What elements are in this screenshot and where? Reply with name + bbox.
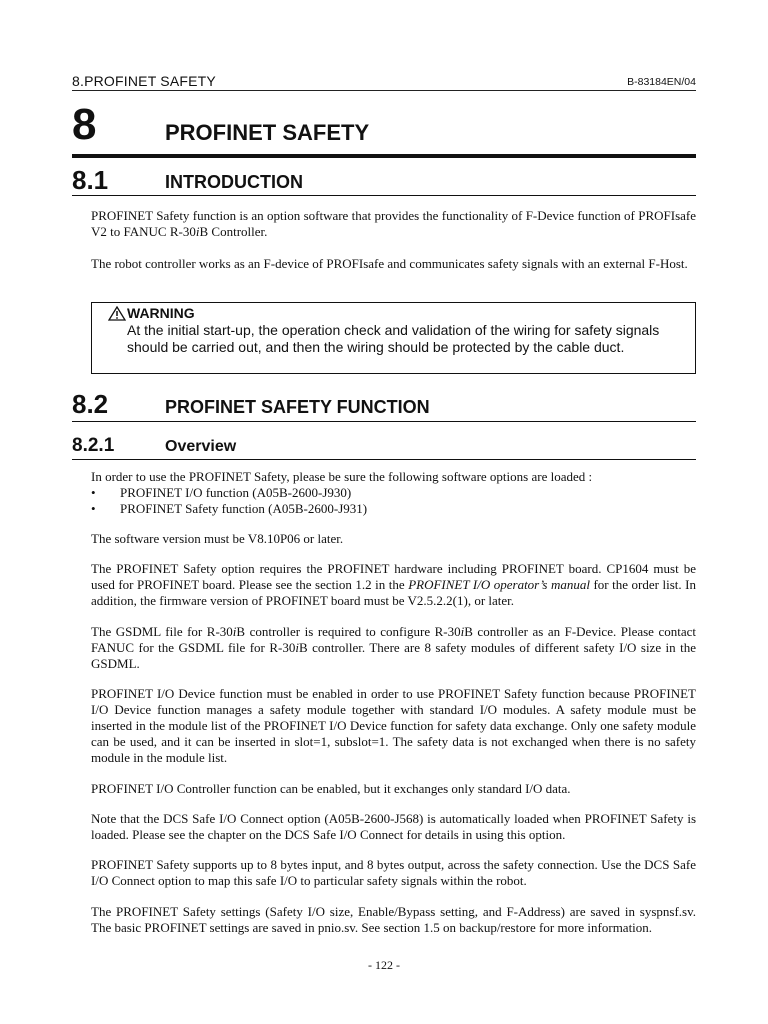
manual-reference: PROFINET I/O operator’s manual: [408, 577, 590, 592]
warning-text: At the initial start-up, the operation check and validation of the wiring for safety signals should be carried out, and then the wiring should be protected by the cable duct.: [127, 322, 660, 355]
hardware-paragraph: The PROFINET Safety option requires the PROFINET hardware including PROFINET board. CP1604 must be used for PROFINET board. Please see the section 1.2 in the PROFINET I/O operator’s manual for the order list. In addition, the firmware version of PROFINET board must be V2.5.2.2(1), or later.: [91, 561, 696, 608]
controller-paragraph: PROFINET I/O Controller function can be enabled, but it exchanges only standard I/O data.: [91, 781, 571, 796]
warning-heading: [108, 305, 195, 321]
intro-paragraph-1: PROFINET Safety function is an option software that provides the functionality of F-Device function of PROFIsafe V2 to FANUC R-30iB Controller.: [91, 208, 696, 239]
dcs-paragraph: Note that the DCS Safe I/O Connect option (A05B-2600-J568) is automatically loaded when PROFINET Safety is loaded. Please see the chapter on the DCS Safe I/O Connect for details in using this option.: [91, 811, 696, 842]
section-title: PROFINET SAFETY FUNCTION: [165, 397, 430, 417]
list-item: • PROFINET I/O function (A05B-2600-J930): [91, 485, 352, 500]
section-heading-8-2: [72, 389, 696, 422]
chapter-heading: [72, 100, 696, 158]
document-page: [72, 0, 697, 1024]
intro-paragraph-2: The robot controller works as an F-device of PROFIsafe and communicates safety signals with an external F-Host.: [91, 256, 688, 271]
section-title: INTRODUCTION: [165, 172, 303, 192]
gsdml-paragraph: The GSDML file for R-30iB controller is required to configure R-30iB controller as an F-Device. Please contact FANUC for the GSDML file for R-30iB controller. There are 8 safety modules of different safety I/O size in the GSDML.: [91, 624, 696, 671]
warning-triangle-icon: [108, 306, 126, 321]
software-version-paragraph: The software version must be V8.10P06 or later.: [91, 531, 344, 546]
section-number: 8.2: [72, 389, 109, 419]
software-options-list: [91, 485, 696, 517]
settings-paragraph: The PROFINET Safety settings (Safety I/O size, Enable/Bypass setting, and F-Address) are saved in syspnsf.sv. The basic PROFINET settings are saved in pnio.sv. See section 1.5 on backup/restore for more information.: [91, 904, 696, 935]
overview-lead: In order to use the PROFINET Safety, please be sure the following software options are loaded :: [91, 469, 593, 484]
running-header: [72, 72, 696, 91]
chapter-title: PROFINET SAFETY: [165, 120, 370, 145]
warning-title: WARNING: [127, 305, 195, 321]
section-heading-8-1: [72, 165, 696, 196]
warning-box: [91, 302, 696, 374]
page-number: - 122 -: [368, 958, 400, 972]
section-number: 8.1: [72, 165, 109, 195]
safety-bytes-paragraph: PROFINET Safety supports up to 8 bytes input, and 8 bytes output, across the safety connection. Use the DCS Safe I/O Connect option to map this safe I/O to particular safety signals within the robot.: [91, 857, 696, 888]
section-heading-8-2-1: [72, 436, 696, 460]
header-section-title: 8.PROFINET SAFETY: [72, 73, 216, 89]
section-number: 8.2.1: [72, 435, 115, 456]
device-function-paragraph: PROFINET I/O Device function must be enabled in order to use PROFINET Safety function because PROFINET I/O Device function manages a safety module together with standard I/O modules. A safety module must be inserted in the module list of the PROFINET I/O Device function for safety data exchange. Only one safety module can be used, and it can be inserted in slot=1, subslot=1. The safety data is not exchanged when there is no safety module in the module list.: [91, 686, 696, 765]
list-item: • PROFINET Safety function (A05B-2600-J931): [91, 501, 368, 516]
section-title: Overview: [165, 438, 237, 455]
chapter-number: 8: [72, 100, 97, 149]
header-doc-id: B-83184EN/04: [627, 76, 696, 88]
